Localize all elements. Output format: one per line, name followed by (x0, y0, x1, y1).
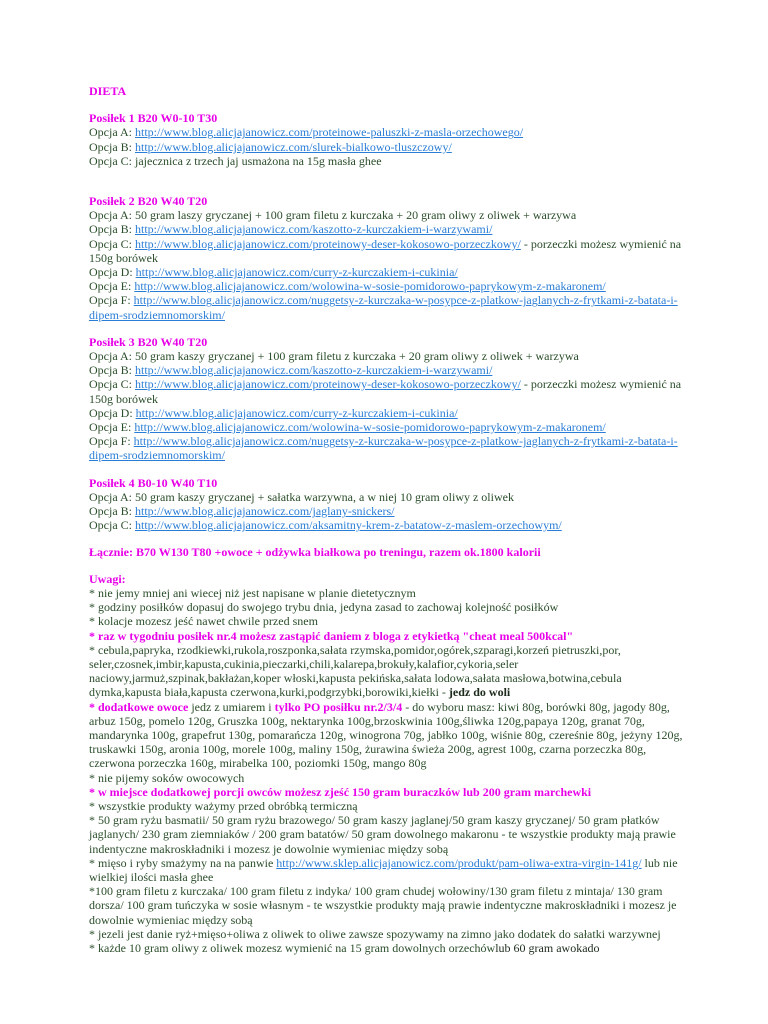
option-label: Opcja B: (89, 363, 135, 378)
meal-header: Posiłek 4 B0-10 W40 T10 (89, 475, 218, 490)
option-label: Opcja A: (89, 349, 135, 364)
option-label: Opcja F: (89, 434, 134, 449)
meal-option (89, 208, 689, 222)
meal-option (89, 504, 689, 518)
recipe-link[interactable]: http://www.blog.alicjajanowicz.com/wolowina-w-sosie-pomidorowo-paprykowym-z-makaronem/ (134, 420, 606, 435)
meal-option (89, 518, 689, 532)
page-title: DIETA (89, 84, 127, 98)
option-note: - porzeczki możesz wymienić na 150g borówek (89, 377, 682, 406)
meal-option (89, 434, 689, 462)
note-text: lub 60 gram awokado (495, 940, 600, 955)
note-item (89, 941, 689, 955)
option-label: Opcja F: (89, 293, 134, 308)
total-summary: Łącznie: B70 W130 T80 +owoce + odżywka białkowa po treningu, razem ok.1800 kalorii (89, 545, 541, 560)
recipe-link[interactable]: http://www.blog.alicjajanowicz.com/curry-z-kurczakiem-i-cukinia/ (135, 265, 458, 280)
recipe-link[interactable]: http://www.blog.alicjajanowicz.com/kaszotto-z-kurczakiem-i-warzywami/ (135, 222, 493, 237)
meal-header: Posiłek 2 B20 W40 T20 (89, 194, 208, 209)
meal-header: Posiłek 3 B20 W40 T20 (89, 334, 208, 349)
note-text: * cebula,papryka, rzodkiewki,rukola,roszponka,sałata rzymska,pomidor,ogórek,szparagi,korzeń pietruszki,por, seler,czosnek,imbir,kapusta,cukinia,pieczarki,chili,kalarepa,brokuły,kalafior,cykoria,seler naciowy,jarmuż,szpinak,bakłażan,koper włoski,kapusta pekińska,sałata lodowa,sałata masłowa,botwina,cebula dymka,kapusta biała,kapusta czerwona,kurki,podgrzybki,borowiki,kiełki - (89, 642, 622, 700)
note-text: jedz z umiarem i (191, 699, 275, 714)
recipe-link[interactable]: http://www.blog.alicjajanowicz.com/nuggetsy-z-kurczaka-w-posypce-z-platkow-jaglanych-z-frytkami-z-batata-i-dipem-srodziemnomorskim/ (89, 293, 678, 322)
option-label: Opcja C: (89, 377, 135, 392)
option-text: jajecznica z trzech jaj usmażona na 15g masła ghee (135, 153, 382, 168)
option-label: Opcja B: (89, 504, 135, 519)
option-text: 50 gram kaszy gryczanej + 100 gram filetu z kurczaka + 20 gram oliwy z oliwek + warzywa (135, 349, 579, 364)
recipe-link[interactable]: http://www.blog.alicjajanowicz.com/proteinowy-deser-kokosowo-porzeczkowy/ (135, 377, 521, 392)
note-item (89, 643, 689, 700)
notes-list (89, 586, 689, 955)
option-label: Opcja A: (89, 208, 135, 223)
option-label: Opcja D: (89, 405, 136, 420)
option-text: 50 gram kaszy gryczanej + sałatka warzywna, a w niej 10 gram oliwy z oliwek (135, 489, 514, 504)
meal-header: Posiłek 1 B20 W0-10 T30 (89, 111, 218, 126)
meal-section (89, 476, 689, 533)
shop-link[interactable]: http://www.sklep.alicjajanowicz.com/produkt/pam-oliwa-extra-virgin-141g/ (276, 855, 642, 870)
meal-option (89, 363, 689, 377)
note-item: * wszystkie produkty ważymy przed obróbką termiczną (89, 798, 358, 813)
recipe-link[interactable]: http://www.blog.alicjajanowicz.com/aksamitny-krem-z-batatow-z-maslem-orzechowym/ (135, 518, 562, 533)
meal-option (89, 237, 689, 265)
recipe-link[interactable]: http://www.blog.alicjajanowicz.com/kaszotto-z-kurczakiem-i-warzywami/ (135, 363, 493, 378)
note-bold: jedz do woli (448, 685, 511, 700)
note-item-highlight: * w miejsce dodatkowej porcji owców możesz zjeść 150 gram buraczków lub 200 gram marchewki (89, 784, 592, 799)
meal-option (89, 293, 689, 321)
option-label: Opcja E: (89, 279, 135, 294)
option-label: Opcja B: (89, 222, 135, 237)
note-highlight: tylko PO posiłku nr.2/3/4 (274, 699, 403, 714)
option-text: 50 gram laszy gryczanej + 100 gram filetu z kurczaka + 20 gram oliwy z oliwek + warzywa (135, 208, 577, 223)
note-text: * mięso i ryby smażymy na na panwie (89, 855, 277, 870)
option-label: Opcja E: (89, 420, 135, 435)
note-item (89, 700, 689, 771)
option-note: - porzeczki możesz wymienić na 150g borówek (89, 236, 682, 265)
option-label: Opcja B: (89, 139, 135, 154)
meal-option (89, 420, 689, 434)
option-label: Opcja C: (89, 236, 135, 251)
option-label: Opcja C: (89, 518, 135, 533)
meal-option (89, 377, 689, 405)
recipe-link[interactable]: http://www.blog.alicjajanowicz.com/proteinowy-deser-kokosowo-porzeczkowy/ (135, 236, 521, 251)
meal-option (89, 140, 689, 154)
meal-option (89, 125, 689, 139)
note-highlight: * dodatkowe owoce (89, 699, 192, 714)
meal-option (89, 490, 689, 504)
note-text: - do wyboru masz: kiwi 80g, borówki 80g, jagody 80g, arbuz 150g, pomelo 120g, Gruszka 100g, nektarynka 100g,brzoskwinia 100g,śliwka 120g,papaya 120g, granat 70g, mandarynka 100g, grapefrut 130g, pomarańcza 120g, winogrona 70g, jabłko 100g, wiśnie 80g, czereśnie 80g, jeżyny 120g, truskawki 150g, aronia 100g, morele 100g, maliny 150g, żurawina świeża 200g, agrest 100g, czarna porzeczka 80g, czerwona porzeczka 160g, mirabelka 100, poziomki 150g, mango 80g (89, 699, 683, 771)
recipe-link[interactable]: http://www.blog.alicjajanowicz.com/jaglany-snickers/ (135, 504, 395, 519)
note-item: * kolacje mozesz jeść nawet chwile przed snem (89, 614, 318, 629)
meal-section (89, 335, 689, 463)
option-label: Opcja D: (89, 265, 136, 280)
meal-option (89, 154, 689, 168)
recipe-link[interactable]: http://www.blog.alicjajanowicz.com/slurek-bialkowo-tluszczowy/ (135, 139, 452, 154)
note-item: * nie pijemy soków owocowych (89, 770, 245, 785)
note-item: * 50 gram ryżu basmatii/ 50 gram ryżu brazowego/ 50 gram kaszy jaglanej/50 gram kaszy gryczanej/ 50 gram płatków jaglanych/ 230 gram ziemniaków / 200 gram batatów/ 50 gram dowolnego makaronu - te wszystkie produkty mają prawie indentyczne makroskładniki i mozesz je dowolnie wymieniac między sobą (89, 813, 676, 856)
meal-option (89, 265, 689, 279)
meals-list (89, 111, 689, 532)
option-label: Opcja C: (89, 153, 135, 168)
note-item: * jezeli jest danie ryż+mięso+oliwa z oliwek to oliwe zawsze spozywamy na zimno jako dodatek do sałatki warzywnej (89, 926, 661, 941)
meal-option (89, 222, 689, 236)
note-item: *100 gram filetu z kurczaka/ 100 gram filetu z indyka/ 100 gram chudej wołowiny/130 gram filetu z mintaja/ 130 gram dorsza/ 100 gram tuńczyka w sosie własnym - te wszystkie produkty mają prawie indentyczne makroskładniki i mozesz je dowolnie wymieniac między sobą (89, 884, 677, 927)
recipe-link[interactable]: http://www.blog.alicjajanowicz.com/nuggetsy-z-kurczaka-w-posypce-z-platkow-jaglanych-z-frytkami-z-batata-i-dipem-srodziemnomorskim/ (89, 434, 678, 463)
option-label: Opcja A: (89, 489, 135, 504)
note-item (89, 856, 689, 884)
meal-section (89, 194, 689, 322)
note-text: lub nie wielkiej ilości masła ghee (89, 855, 678, 884)
meal-option (89, 349, 689, 363)
note-item: * nie jemy mniej ani wiecej niż jest napisane w planie dietetycznym (89, 585, 416, 600)
notes-header: Uwagi: (89, 571, 126, 586)
option-label: Opcja A: (89, 125, 135, 140)
recipe-link[interactable]: http://www.blog.alicjajanowicz.com/proteinowe-paluszki-z-masla-orzechowego/ (135, 125, 524, 140)
meal-option (89, 406, 689, 420)
note-text: * każde 10 gram oliwy z oliwek mozesz wymienić na 15 gram dowolnych orzechów (89, 940, 496, 955)
meal-option (89, 279, 689, 293)
recipe-link[interactable]: http://www.blog.alicjajanowicz.com/curry-z-kurczakiem-i-cukinia/ (135, 405, 458, 420)
recipe-link[interactable]: http://www.blog.alicjajanowicz.com/wolowina-w-sosie-pomidorowo-paprykowym-z-makaronem/ (134, 279, 606, 294)
note-item-highlight: * raz w tygodniu posiłek nr.4 możesz zastąpić daniem z bloga z etykietką "cheat meal 500kcal" (89, 628, 574, 643)
document-page (89, 84, 689, 955)
note-item: * godziny posiłków dopasuj do swojego trybu dnia, jedyna zasad to zachowaj kolejność posiłków (89, 600, 559, 615)
meal-section (89, 111, 689, 168)
